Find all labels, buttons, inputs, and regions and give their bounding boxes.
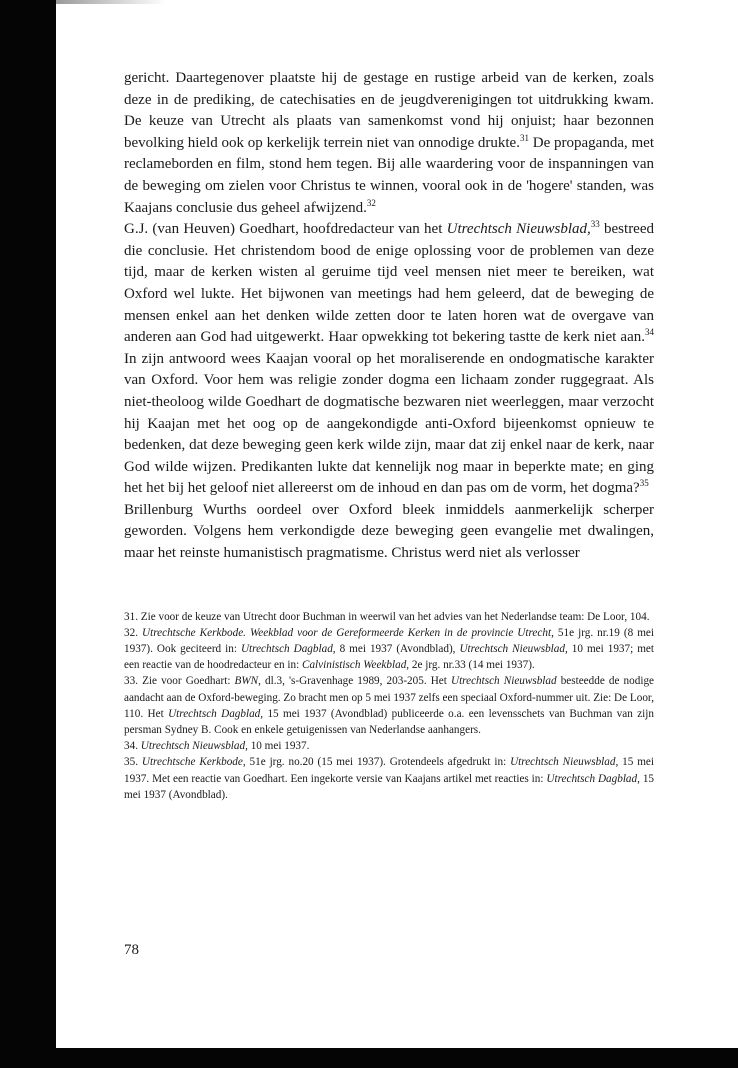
scan-smudge-top (56, 0, 166, 4)
footnotes (124, 609, 654, 803)
footnote-ref-35: 35 (639, 478, 649, 489)
paragraph-1: gericht. Daartegenover plaatste hij de gestage en rustige arbeid van de kerken, zoals deze in de prediking, de catechisaties en de jeugdverenigingen tot uitdrukking kwam. De keuze van Utrecht als plaats van samenkomst vond hij onjuist; haar bezonnen bevolking hield ook op kerkelijk terrein niet van onnodige drukte.$^{31}$ De propaganda, met reclameborden en film, stond hem tegen. Bij alle waardering voor de inspanningen van de beweging om zielen voor Christus te winnen, vooral ook in de 'hogere' standen, was Kaajans conclusie dus geheel afwijzend.$^{32}$ (124, 70, 654, 216)
scan-border-left (0, 0, 56, 1068)
footnote-31: 31. Zie voor de keuze van Utrecht door Buchman in weerwil van het advies van het Nederlandse team: De Loor, 104. (124, 610, 650, 623)
footnote-35: 35. Utrechtsche Kerkbode, 51e jrg. no.20 (15 mei 1937). Grotendeels afgedrukt in: Utrechtsch Nieuwsblad, 15 mei 1937. Met een reactie van Goedhart. Een ingekorte versie van Kaajans artikel met reacties in: Utrechtsch Dagblad, 15 mei 1937 (Avondblad). (124, 756, 655, 801)
page-content (124, 68, 654, 803)
paragraph-3: Brillenburg Wurths oordeel over Oxford bleek inmiddels aanmerkelijk scherper geworden. Volgens hem verkondigde deze beweging geen evangelie met dwalingen, maar het reinste humanistisch pragmatisme. Christus werd niet als verlosser (124, 501, 654, 562)
footnote-ref-31: 31 (519, 132, 529, 143)
footnote-ref-34: 34 (645, 327, 654, 338)
body-text (124, 68, 654, 565)
footnote-ref-33: 33 (590, 219, 600, 230)
scan-border-bottom (56, 1048, 738, 1068)
footnote-32: 32. Utrechtsche Kerkbode. Weekblad voor de Gereformeerde Kerken in de provincie Utrecht, 51e jrg. nr.19 (8 mei 1937). Ook geciteerd in: Utrechtsch Dagblad, 8 mei 1937 (Avondblad), Utrechtsch Nieuwsblad, 10 mei 1937; met een reactie van de hoodredacteur en in: Calvinistisch Weekblad, 2e jrg. nr.33 (14 mei 1937). (124, 626, 654, 672)
footnote-33: 33. Zie voor Goedhart: BWN, dl.3, 's-Gravenhage 1989, 203-205. Het Utrechtsch Nieuwsblad besteedde de nodige aandacht aan de Oxford-beweging. Zo bracht men op 5 mei 1937 zelfs een speciaal Oxford-nummer uit. Zie: De Loor, 110. Het Utrechtsch Dagblad, 15 mei 1937 (Avondblad) publiceerde o.a. een levensschets van Buchman van zijn persman Sydney B. Cook en enkele getuigenissen van Nederlandse aanhangers. (124, 675, 654, 737)
page-number: 78 (124, 942, 139, 958)
paragraph-2: G.J. (van Heuven) Goedhart, hoofdredacteur van het Utrechtsch Nieuwsblad,$^{33}$ bestreed die conclusie. Het christendom bood de enige oplossing voor de problemen van deze tijd, maar de kerken wisten al geruime tijd veel mensen niet meer te bereiken, wat Oxford wel lukte. Het bijwonen van meetings had hem geleerd, dat de beweging de mensen enkel aan het denken wilde zetten door te laten horen wat de overgave van anderen aan God had uitgewerkt. Haar opwekking tot bekering tastte de kerk niet aan.$^{34}$ In zijn antwoord wees Kaajan vooral op het moraliserende en ondogmatische karakter van Oxford. Voor hem was religie zonder dogma een lichaam zonder ruggegraat. Als niet-theoloog wilde Goedhart de dogmatische bezwaren niet weerleggen, maar verzocht hij Kaajan met het oog op de aangekondigde anti-Oxford bijeenkomst opnieuw te bedenken, dat deze beweging geen kerk wilde zijn, maar dat zij enkel naar de kerk, naar God wilde wijzen. Predikanten lukte dat kennelijk nog maar in beperkte mate; en ging het het bij het geloof niet allereerst om de inhoud en dan pas om de vorm, het dogma?$^{35}$ (124, 219, 655, 497)
footnote-ref-32: 32 (366, 197, 376, 208)
footnote-34: 34. Utrechtsch Nieuwsblad, 10 mei 1937. (124, 740, 310, 753)
